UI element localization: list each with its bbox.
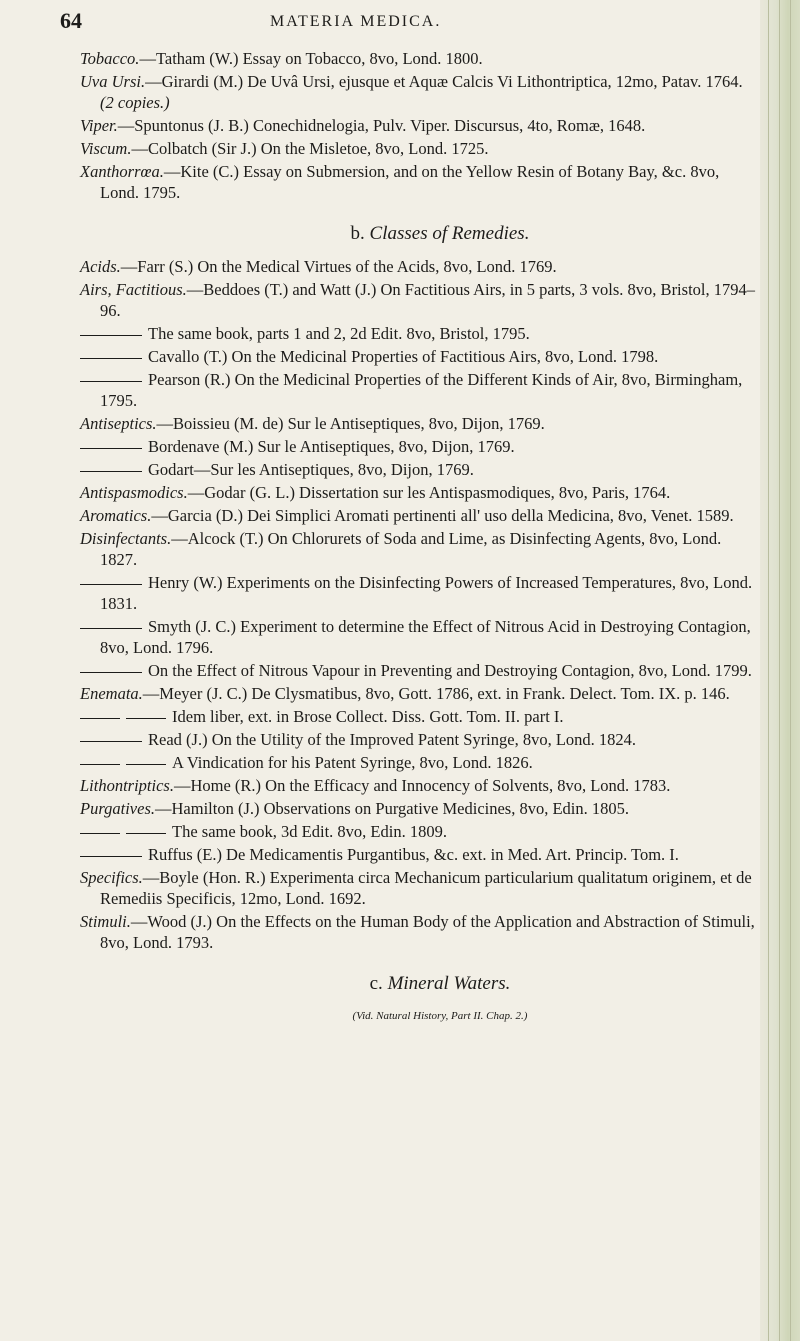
bibliography-entry <box>80 706 760 727</box>
bibliography-entry <box>80 369 760 411</box>
bibliography-entry <box>80 436 760 457</box>
entry-text: —Colbatch (Sir J.) On the Misletoe, 8vo, Lond. 1725. <box>131 139 489 158</box>
ditto-rule <box>80 856 142 857</box>
bibliography-entry <box>80 867 760 909</box>
bibliography-entry <box>80 48 760 69</box>
bibliography-entry <box>80 528 760 570</box>
bibliography-entry <box>80 482 760 503</box>
entry-subject: Specifics. <box>80 868 143 887</box>
bibliography-entry <box>80 115 760 136</box>
bibliography-entry <box>80 775 760 796</box>
section-letter: c. <box>369 973 383 994</box>
ditto-rule <box>126 764 166 765</box>
entry-list-classes-of-remedies <box>80 256 760 953</box>
bibliography-entry <box>80 323 760 344</box>
entry-text: —Boissieu (M. de) Sur le Antiseptiques, 8vo, Dijon, 1769. <box>156 414 545 433</box>
entry-text: Read (J.) On the Utility of the Improved Patent Syringe, 8vo, Lond. 1824. <box>148 730 637 749</box>
entry-text: Idem liber, ext. in Brose Collect. Diss. Gott. Tom. II. part I. <box>172 707 564 726</box>
entry-text: Pearson (R.) On the Medicinal Properties of the Different Kinds of Air, 8vo, Birmingham, 1795. <box>100 370 743 410</box>
entry-subject: Purgatives. <box>80 799 155 818</box>
section-title: Mineral Waters. <box>387 973 511 994</box>
entry-text: —Wood (J.) On the Effects on the Human Body of the Application and Abstraction of Stimuli, 8vo, Lond. 1793. <box>100 912 755 952</box>
entry-subject: Antiseptics. <box>80 414 157 433</box>
ditto-rule <box>80 628 142 629</box>
bibliography-entry <box>80 505 760 526</box>
page-edge-binding <box>760 0 800 1341</box>
bibliography-entry <box>80 413 760 434</box>
entry-text: The same book, parts 1 and 2, 2d Edit. 8vo, Bristol, 1795. <box>148 324 530 343</box>
bibliography-entry <box>80 911 760 953</box>
entry-subject: Tobacco. <box>80 49 140 68</box>
entry-subject: Viper. <box>80 116 118 135</box>
entry-subject: Xanthorrœa. <box>80 162 164 181</box>
bibliography-entry <box>80 279 760 321</box>
entry-subject: Airs, Factitious. <box>80 280 187 299</box>
bibliography-entry <box>80 729 760 750</box>
bibliography-entry <box>80 138 760 159</box>
page-number: 64 <box>60 8 82 33</box>
entry-subject: Acids. <box>80 257 121 276</box>
entry-list-top <box>80 48 760 203</box>
entry-text: —Farr (S.) On the Medical Virtues of the Acids, 8vo, Lond. 1769. <box>120 257 557 276</box>
section-letter: b. <box>350 223 365 244</box>
section-title: Classes of Remedies. <box>369 223 530 244</box>
entry-text: —Godar (G. L.) Dissertation sur les Antispasmodiques, 8vo, Paris, 1764. <box>187 483 671 502</box>
entry-text: Smyth (J. C.) Experiment to determine the Effect of Nitrous Acid in Destroying Contagion, 8vo, Lond. 1796. <box>100 617 751 657</box>
section-heading-b <box>80 223 760 244</box>
entry-text: —Spuntonus (J. B.) Conechidnelogia, Pulv. Viper. Discursus, 4to, Romæ, 1648. <box>117 116 646 135</box>
bibliography-entry <box>80 256 760 277</box>
ditto-rule <box>126 833 166 834</box>
ditto-rule <box>126 718 166 719</box>
entry-text: Bordenave (M.) Sur le Antiseptiques, 8vo, Dijon, 1769. <box>148 437 515 456</box>
ditto-rule <box>80 471 142 472</box>
ditto-rule <box>80 741 142 742</box>
bibliography-entry <box>80 752 760 773</box>
bibliography-entry <box>80 798 760 819</box>
entry-text: Cavallo (T.) On the Medicinal Properties of Factitious Airs, 8vo, Lond. 1798. <box>148 347 659 366</box>
ditto-rule <box>80 448 142 449</box>
ditto-rule <box>80 335 142 336</box>
entry-text: —Hamilton (J.) Observations on Purgative Medicines, 8vo, Edin. 1805. <box>155 799 630 818</box>
entry-text: —Kite (C.) Essay on Submersion, and on the Yellow Resin of Botany Bay, &c. 8vo, Lond. 1795. <box>100 162 720 202</box>
entry-text: —Girardi (M.) De Uvâ Ursi, ejusque et Aquæ Calcis Vi Lithontriptica, 12mo, Patav. 1764. <box>145 72 743 91</box>
entry-text: —Tatham (W.) Essay on Tobacco, 8vo, Lond. 1800. <box>139 49 483 68</box>
ditto-rule <box>80 381 142 382</box>
entry-subject: Disinfectants. <box>80 529 172 548</box>
bibliography-entry <box>80 459 760 480</box>
entry-text: —Boyle (Hon. R.) Experimenta circa Mechanicum particularium qualitatum originem, et de Remediis Specificis, 12mo, Lond. 1692. <box>100 868 752 908</box>
entry-text: Henry (W.) Experiments on the Disinfecting Powers of Increased Temperatures, 8vo, Lond. 1831. <box>100 573 753 613</box>
bibliography-entry <box>80 844 760 865</box>
entry-subject: Enemata. <box>80 684 143 703</box>
entry-subject: Viscum. <box>80 139 132 158</box>
entry-subject: Antispasmodics. <box>80 483 188 502</box>
running-head: MATERIA MEDICA. <box>270 13 442 30</box>
entry-text: On the Effect of Nitrous Vapour in Preventing and Destroying Contagion, 8vo, Lond. 1799. <box>148 661 752 680</box>
bibliography-entry <box>80 683 760 704</box>
cross-reference-note: (Vid. Natural History, Part II. Chap. 2.) <box>352 1010 528 1022</box>
ditto-rule <box>80 584 142 585</box>
bibliography-entry <box>80 71 760 113</box>
entry-text: —Alcock (T.) On Chlorurets of Soda and Lime, as Disinfecting Agents, 8vo, Lond. 1827. <box>100 529 722 569</box>
entry-text: —Home (R.) On the Efficacy and Innocency of Solvents, 8vo, Lond. 1783. <box>173 776 671 795</box>
page-content <box>80 48 760 1027</box>
bibliography-entry <box>80 346 760 367</box>
bibliography-entry <box>80 660 760 681</box>
ditto-rule <box>80 672 142 673</box>
entry-subject: Aromatics. <box>80 506 152 525</box>
ditto-rule <box>80 833 120 834</box>
entry-note: (2 copies.) <box>100 93 170 112</box>
entry-subject: Lithontriptics. <box>80 776 174 795</box>
bibliography-entry <box>80 161 760 203</box>
bibliography-entry <box>80 572 760 614</box>
entry-text: Godart—Sur les Antiseptiques, 8vo, Dijon, 1769. <box>148 460 474 479</box>
entry-text: The same book, 3d Edit. 8vo, Edin. 1809. <box>172 822 447 841</box>
section-heading-c <box>80 973 760 994</box>
entry-text: —Meyer (J. C.) De Clysmatibus, 8vo, Gott. 1786, ext. in Frank. Delect. Tom. IX. p. 146. <box>142 684 730 703</box>
entry-subject: Stimuli. <box>80 912 131 931</box>
entry-text: —Garcia (D.) Dei Simplici Aromati pertinenti all' uso della Medicina, 8vo, Venet. 1589. <box>151 506 734 525</box>
ditto-rule <box>80 764 120 765</box>
ditto-rule <box>80 718 120 719</box>
entry-subject: Uva Ursi. <box>80 72 146 91</box>
entry-text: A Vindication for his Patent Syringe, 8vo, Lond. 1826. <box>172 753 533 772</box>
ditto-rule <box>80 358 142 359</box>
entry-text: —Beddoes (T.) and Watt (J.) On Factitious Airs, in 5 parts, 3 vols. 8vo, Bristol, 1794–96. <box>100 280 755 320</box>
bibliography-entry <box>80 616 760 658</box>
entry-text: Ruffus (E.) De Medicamentis Purgantibus, &c. ext. in Med. Art. Princip. Tom. I. <box>148 845 679 864</box>
bibliography-entry <box>80 821 760 842</box>
